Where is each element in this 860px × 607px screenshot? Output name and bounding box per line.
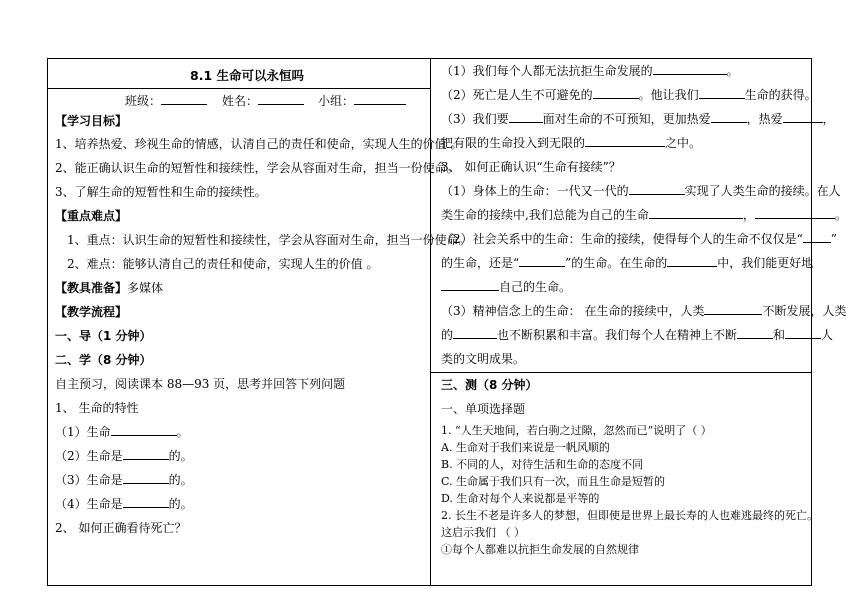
r-blank-18[interactable] — [785, 328, 821, 339]
step-3: 三、测（8 分钟） — [441, 378, 538, 392]
class-label: 班级： — [125, 94, 162, 108]
q1-item-2: （2）生命是 的。 — [55, 449, 193, 463]
r-blank-14[interactable] — [441, 280, 499, 291]
tools-value: 多媒体 — [127, 281, 164, 295]
row-divider-right — [430, 372, 812, 373]
lesson-title: 8.1 生命可以永恒吗 — [190, 68, 304, 83]
r-blank-2[interactable] — [593, 88, 639, 99]
q1-item-3: （3）生命是 的。 — [55, 473, 193, 487]
mc-option-b: B. 不同的人，对待生活和生命的态度不同 — [441, 458, 644, 471]
tools-heading: 【教具准备】 — [55, 281, 128, 295]
r-blank-17[interactable] — [737, 328, 773, 339]
class-blank[interactable] — [161, 94, 207, 105]
r-blank-8[interactable] — [629, 184, 685, 195]
group-label: 小组： — [318, 94, 355, 108]
r-question-3: 3、 如何正确认识“生命有接续”？ — [441, 160, 621, 174]
keypoints-heading: 【重点难点】 — [55, 209, 128, 223]
step-1: 一、导（1 分钟） — [55, 329, 152, 343]
name-label: 姓名： — [222, 94, 259, 108]
mc-question-2-cont: 这启示我们 （ ） — [441, 526, 525, 539]
r-blank-9[interactable] — [649, 208, 743, 219]
keypoint-2: 2、难点：能够认清自己的责任和使命，实现人生的价值 。 — [67, 257, 379, 271]
keypoint-1: 1、重点：认识生命的短暂性和接续性，学会从容面对生命，担当一份使命。 — [67, 233, 471, 247]
mc-option-d: D. 生命对每个人来说都是平等的 — [441, 492, 600, 505]
group-blank[interactable] — [354, 94, 406, 105]
r-line-8: （2）社会关系中的生命：生命的接续，使得每个人的生命不仅仅是“ ” — [441, 232, 837, 246]
step-2: 二、学（8 分钟） — [55, 353, 152, 367]
objective-3: 3、了解生命的短暂性和生命的接续性。 — [55, 185, 267, 199]
objective-1: 1、培养热爱、珍视生命的情感，认清自己的责任和使命，实现人生的价值 。 — [55, 137, 463, 151]
process-heading: 【教学流程】 — [55, 305, 128, 319]
r-line-13: 类的文明成果。 — [441, 352, 526, 366]
mc-question-1: 1. “人生天地间，若白驹之过隙，忽然而已”说明了（ ） — [441, 424, 712, 437]
r-blank-6[interactable] — [783, 112, 823, 123]
r-blank-12[interactable] — [519, 256, 565, 267]
mc-option-a: A. 生命对于我们来说是一帆风顺的 — [441, 441, 610, 454]
q1-blank-4[interactable] — [123, 497, 169, 508]
name-field — [222, 94, 304, 108]
r-blank-5[interactable] — [711, 112, 747, 123]
class-field — [125, 94, 207, 108]
r-blank-1[interactable] — [653, 64, 727, 75]
r-line-1: （1）我们每个人都无法抗拒生命发展的 。 — [441, 64, 739, 78]
r-line-12: 的 也不断积累和丰富。我们每个人在精神上不断 和 人 — [441, 328, 834, 342]
q1-blank-3[interactable] — [123, 473, 169, 484]
r-blank-7[interactable] — [585, 136, 665, 147]
q1-blank-2[interactable] — [123, 449, 169, 460]
r-line-9: 的生命，还是“ ”的生命。在生命的 中，我们能更好地 — [441, 256, 814, 270]
r-blank-10[interactable] — [755, 208, 835, 219]
r-blank-3[interactable] — [699, 88, 745, 99]
objective-2: 2、能正确认识生命的短暂性和接续性，学会从容面对生命，担当一份使命。 — [55, 161, 459, 175]
r-blank-15[interactable] — [704, 304, 762, 315]
name-blank[interactable] — [258, 94, 304, 105]
q1-item-1: （1）生命 。 — [55, 425, 189, 439]
r-line-11: （3）精神信念上的生命： 在生命的接续中，人类 不断发展，人类 — [441, 304, 847, 318]
mc-question-2: 2. 长生不老是许多人的梦想，但即使是世界上最长寿的人也难逃最终的死亡。 — [441, 509, 818, 522]
tools-row — [55, 281, 163, 295]
question-1: 1、 生命的特性 — [55, 401, 139, 415]
q1-item-4: （4）生命是 的。 — [55, 497, 193, 511]
r-line-2: （2）死亡是人生不可避免的 。他让我们 生命的获得。 — [441, 88, 817, 102]
r-blank-4[interactable] — [509, 112, 543, 123]
r-line-4: 把有限的生命投入到无限的 之中。 — [441, 136, 702, 150]
r-blank-16[interactable] — [453, 328, 497, 339]
r-line-10: 自己的生命。 — [441, 280, 571, 294]
r-line-7: 类生命的接续中,我们总能为自己的生命 ， 。 — [441, 208, 847, 222]
group-field — [318, 94, 406, 108]
objectives-heading: 【学习目标】 — [55, 114, 128, 128]
r-blank-11[interactable] — [803, 232, 831, 243]
section-single-choice: 一、单项选择题 — [441, 402, 526, 416]
q1-blank-1[interactable] — [111, 425, 177, 436]
mc-option-c: C. 生命属于我们只有一次，而且生命是短暂的 — [441, 475, 666, 488]
mc-q2-statement-1: ①每个人都难以抗拒生命发展的自然规律 — [441, 543, 639, 556]
r-line-3: （3）我们要 面对生命的不可预知，更加热爱 ，热爱 ， — [441, 112, 835, 126]
r-line-6: （1）身体上的生命：一代又一代的 实现了人类生命的接续。在人 — [441, 184, 841, 198]
r-blank-13[interactable] — [667, 256, 717, 267]
question-2: 2、 如何正确看待死亡？ — [55, 521, 187, 535]
preview-instruction: 自主预习，阅读课本 88—93 页，思考并回答下列问题 — [55, 377, 346, 391]
row-divider — [47, 88, 430, 89]
